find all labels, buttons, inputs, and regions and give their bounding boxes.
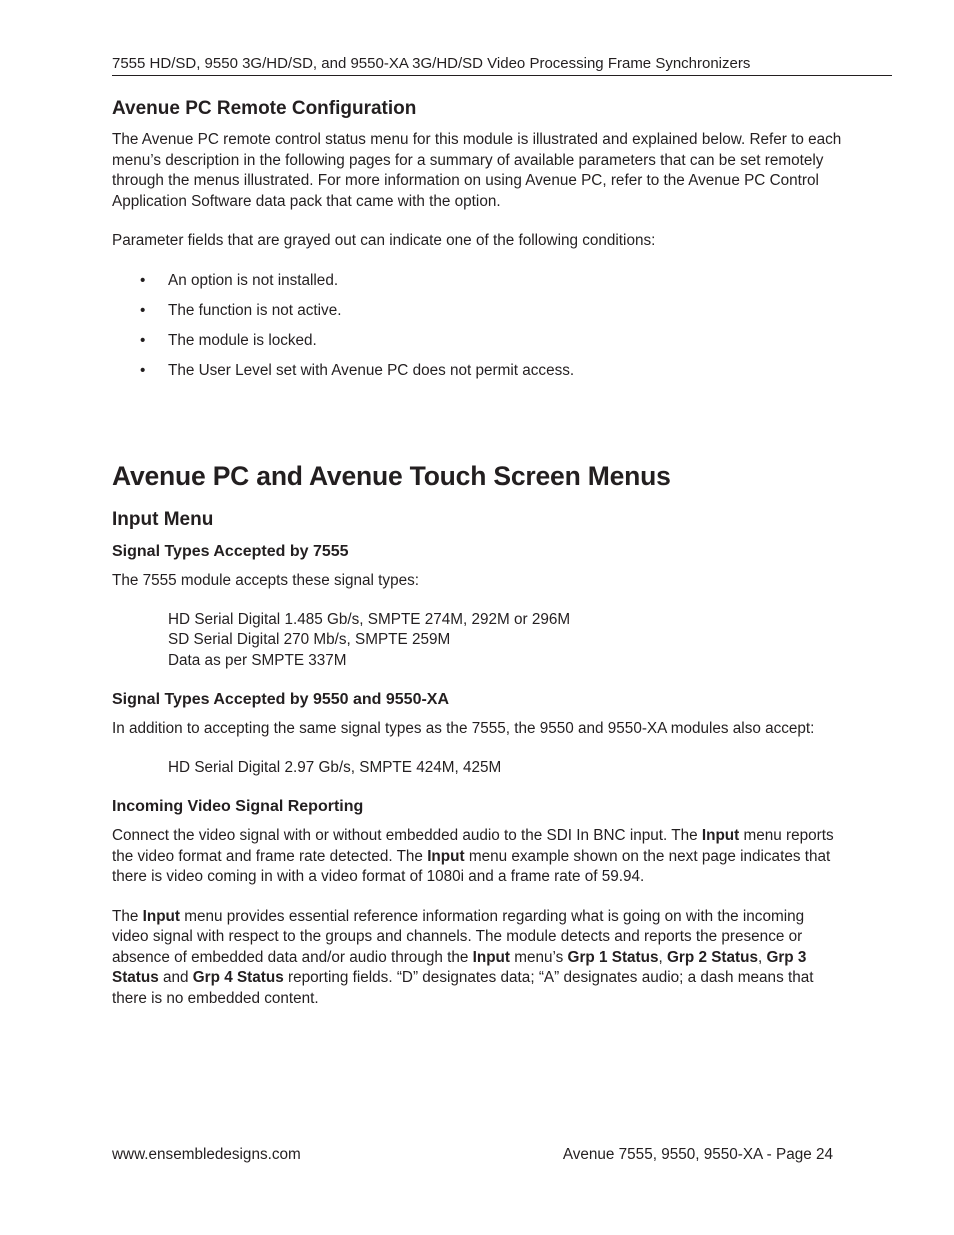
reporting-paragraph-2: The Input menu provides essential reference information regarding what is going on with the incoming video signal with respect to the groups and channels. The module detects and reports the presence or absence of embedded data and/or audio through the Input menu’s Grp 1 Status, Grp 2 Status, Grp 3 Status and Grp 4 Status reporting fields. “D” designates data; “A” designates audio; a dash means that there is no embedded content. bbox=[112, 907, 814, 1007]
page-content bbox=[112, 96, 842, 1009]
list-item: • The module is locked. bbox=[112, 331, 842, 352]
remote-config-intro: The Avenue PC remote control status menu for this module is illustrated and explained below. Refer to each menu’s description in the following pages for a summary of available parameters that can be set remotely through the menus illustrated. For more information on using Avenue PC, refer to the Avenue PC Control Application Software data pack that came with the option. bbox=[112, 131, 842, 210]
chapter-heading: Avenue PC and Avenue Touch Screen Menus bbox=[112, 461, 671, 491]
sig7555-intro: The 7555 module accepts these signal types: bbox=[112, 572, 419, 589]
sig9550-heading: Signal Types Accepted by 9550 and 9550-XA bbox=[112, 691, 450, 708]
bullet-icon: • bbox=[140, 301, 146, 319]
signal-type: HD Serial Digital 2.97 Gb/s, SMPTE 424M, 425M bbox=[168, 758, 502, 776]
footer-page-label: Avenue 7555, 9550, 9550-XA - Page 24 bbox=[562, 1146, 833, 1163]
reporting-heading: Incoming Video Signal Reporting bbox=[112, 798, 364, 815]
running-header bbox=[112, 55, 892, 76]
bullet-icon: • bbox=[140, 361, 146, 379]
list-item: • The User Level set with Avenue PC does not permit access. bbox=[112, 361, 842, 382]
sig9550-type-list bbox=[112, 758, 842, 779]
reporting-paragraph-1: Connect the video signal with or without embedded audio to the SDI In BNC input. The Input menu reports the video format and frame rate detected. The Input menu example shown on the next page indicates that there is video coming in with a video format of 1080i and a frame rate of 59.94. bbox=[112, 827, 834, 885]
running-title: 7555 HD/SD, 9550 3G/HD/SD, and 9550-XA 3G/HD/SD Video Processing Frame Synchronizers bbox=[112, 55, 751, 72]
input-menu-heading: Input Menu bbox=[112, 509, 214, 530]
section-heading-remote-config: Avenue PC Remote Configuration bbox=[112, 98, 417, 119]
signal-type: Data as per SMPTE 337M bbox=[168, 651, 347, 669]
sig7555-type-list bbox=[112, 610, 842, 672]
list-item: • An option is not installed. bbox=[112, 271, 842, 292]
sig7555-heading: Signal Types Accepted by 7555 bbox=[112, 543, 349, 560]
sig9550-intro: In addition to accepting the same signal types as the 7555, the 9550 and 9550-XA modules also accept: bbox=[112, 720, 815, 737]
bullet-icon: • bbox=[140, 271, 146, 289]
grayed-out-intro: Parameter fields that are grayed out can indicate one of the following conditions: bbox=[112, 232, 656, 249]
bullet-icon: • bbox=[140, 331, 146, 349]
signal-type: SD Serial Digital 270 Mb/s, SMPTE 259M bbox=[168, 631, 451, 648]
signal-type: HD Serial Digital 1.485 Gb/s, SMPTE 274M, 292M or 296M bbox=[168, 610, 571, 628]
conditions-list bbox=[112, 271, 842, 382]
footer-website: www.ensembledesigns.com bbox=[112, 1146, 301, 1163]
list-item: • The function is not active. bbox=[112, 301, 842, 322]
